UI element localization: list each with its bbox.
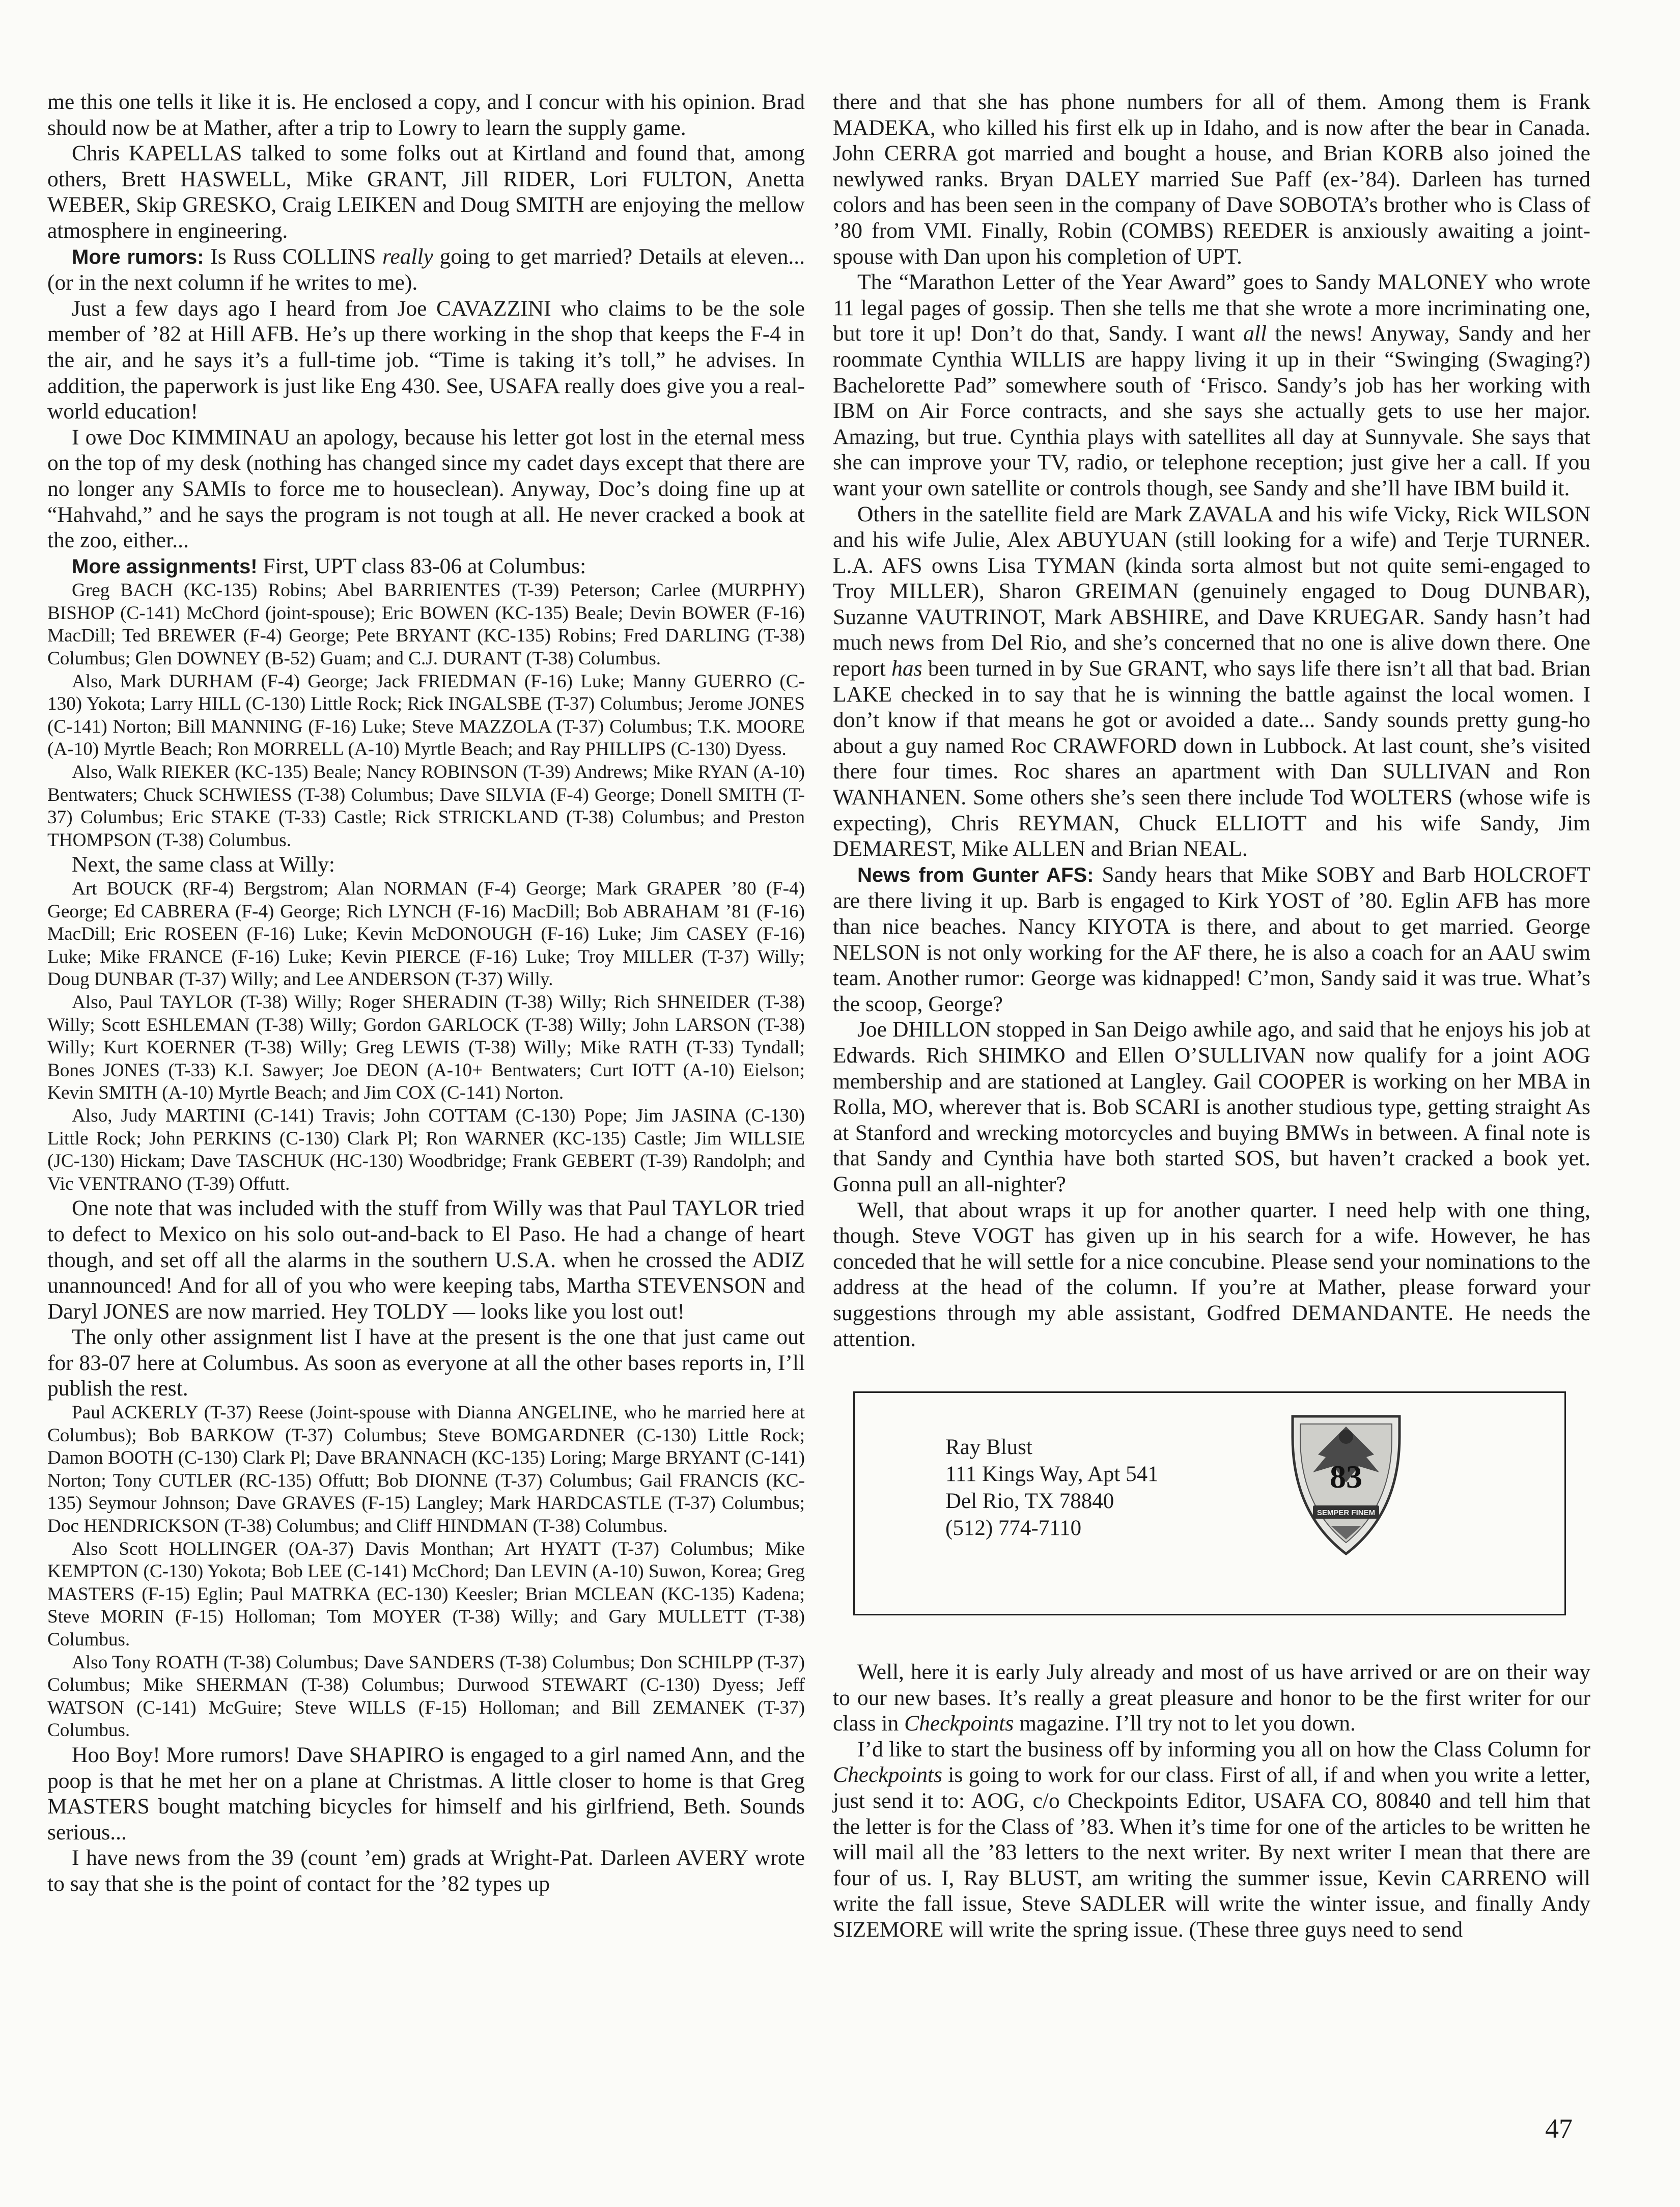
right-column <box>833 89 1590 1943</box>
crest-motto: SEMPER FINEM <box>1317 1508 1376 1518</box>
writer-name: Ray Blust <box>945 1435 1032 1460</box>
text-run: The “Marathon Letter of the Year Award” goes to Sandy MALONEY who wrote 11 legal pages of gossip. Then she tells me that she wrote a more incriminating one, but tore it up! Don’t do that, Sandy. I want <box>833 270 1590 346</box>
paragraph <box>833 501 1590 862</box>
address-block <box>945 1434 1159 1542</box>
emphasis: Checkpoints <box>904 1711 1014 1736</box>
paragraph <box>47 244 805 296</box>
text-run: Well, here it is early July already and most of us have arrived or are on their way to our new bases. It’s really a great pleasure and honor to be the first writer for our class in <box>833 1660 1590 1736</box>
paragraph <box>833 1659 1590 1737</box>
class-writer-address-box <box>853 1391 1566 1615</box>
paragraph <box>833 269 1590 501</box>
text-run: is going to work for our class. First of all, if and when you write a letter, just send it to: AOG, c/o Checkpoints Editor, USAFA CO, 80840 and tell him that the letter is for the Class of ’83. When it’s time for one of the articles to be written he will mail all the ’83 letters to the next writer. By next writer I mean that there are four of us. I, Ray BLUST, am writing the summer issue, Kevin CARRENO will write the fall issue, Steve SADLER will write the winter issue, and finally Andy SIZEMORE will write the spring issue. (These three guys need to send <box>833 1763 1590 1942</box>
text-run: been turned in by Sue GRANT, who says life there isn’t all that bad. Brian LAKE checked in to say that he is winning the battle against the local women. I don’t know if that means he got or avoided a date... Sandy sounds pretty gung-ho about a guy named Roc CRAWFORD down in Lubbock. At last count, she’s visited there four times. Roc shares an apartment with Dan SULLIVAN and Ron WANHANEN. Some others she’s seen there include Tod WOLTERS (whose wife is expecting), Chris REYMAN, Chuck ELLIOTT and his wife Sandy, Jim DEMAREST, Mike ALLEN and Brian NEAL. <box>833 656 1590 861</box>
text-run: First, UPT class 83-06 at Columbus: <box>257 553 586 578</box>
text-run: magazine. I’ll try not to let you down. <box>1014 1711 1356 1736</box>
paragraph: I owe Doc KIMMINAU an apology, because his letter got lost in the eternal mess on the top of my desk (nothing has changed since my cadet days except that there are no longer any SAMIs to force me to houseclean). Anyway, Doc’s doing fine up at “Hahvahd,” and he says the program is not tough at all. He never cracked a book at the zoo, either... <box>47 425 805 553</box>
street-address: 111 Kings Way, Apt 541 <box>945 1462 1159 1487</box>
paragraph: The only other assignment list I have at the present is the one that just came out for 83-07 here at Columbus. As soon as everyone at all the other bases reports in, I’ll publish the rest. <box>47 1325 805 1401</box>
paragraph: Just a few days ago I heard from Joe CAVAZZINI who claims to be the sole member of ’82 at Hill AFB. He’s up there working in the shop that keeps the F-4 in the air, and he says it’s a full-time job. “Time is taking it’s toll,” he advises. In addition, the paperwork is just like Eng 430. See, USAFA really does give you a real-world education! <box>47 296 805 424</box>
emphasis: all <box>1243 321 1267 346</box>
paragraph: me this one tells it like it is. He enclosed a copy, and I concur with his opinion. Brad should now be at Mather, after a trip to Lowry to learn the supply game. <box>47 90 805 140</box>
assignment-list: Also, Paul TAYLOR (T-38) Willy; Roger SHERADIN (T-38) Willy; Rich SHNEIDER (T-38) Willy; Scott ESHLEMAN (T-38) Willy; Gordon GARLOCK (T-38) Willy; John LARSON (T-38) Willy; Kurt KOERNER (T-38) Willy; Greg LEWIS (T-38) Willy; Mike RATH (T-33) Tyndall; Bones JONES (T-33) K.I. Sawyer; Joe DEON (A-10+ Bentwaters; Curt IOTT (A-10) Eielson; Kevin SMITH (A-10) Myrtle Beach; and Jim COX (C-141) Norton. <box>47 991 805 1104</box>
assignment-list: Also, Judy MARTINI (C-141) Travis; John COTTAM (C-130) Pope; Jim JASINA (C-130) Little Rock; John PERKINS (C-130) Clark Pl; Ron WARNER (KC-135) Castle; Jim WILLSIE (JC-130) Hickam; Dave TASCHUK (HC-130) Woodbridge; Frank GEBERT (T-39) Randolph; and Vic VENTRANO (T-39) Offutt. <box>47 1105 805 1194</box>
paragraph: Well, that about wraps it up for another quarter. I need help with one thing, though. Steve VOGT has given up in his search for a wife. However, he has conceded that he will settle for a nice concubine. Please send your nominations to the address at the head of the column. If you’re at Mather, please forward your suggestions through my able assistant, Godfred DEMANDANTE. He needs the attention. <box>833 1197 1590 1351</box>
assignment-list: Art BOUCK (RF-4) Bergstrom; Alan NORMAN (F-4) George; Mark GRAPER ’80 (F-4) George; Ed CABRERA (F-4) George; Rich LYNCH (F-16) MacDill; Bob ABRAHAM ’81 (F-16) MacDill; Eric ROSEEN (F-16) Luke; Kevin McDONOUGH (F-16) Luke; Jim CASEY (F-16) Luke; Mike FRANCE (F-16) Luke; Kevin PIERCE (F-16) Luke; Troy MILLER (T-37) Willy; Doug DUNBAR (T-37) Willy; and Lee ANDERSON (T-37) Willy. <box>47 878 805 990</box>
paragraph: Next, the same class at Willy: <box>72 852 335 877</box>
assignment-list: Paul ACKERLY (T-37) Reese (Joint-spouse with Dianna ANGELINE, who he married here at Columbus); Bob BARKOW (T-37) Columbus; Steve BOMGARDNER (C-130) Little Rock; Damon BOOTH (C-130) Clark Pl; Dave BRANNACH (KC-135) Loring; Marge BRYANT (C-141) Norton; Tony CUTLER (RC-135) Offutt; Bob DIONNE (T-37) Columbus; Gail FRANCIS (KC-135) Seymour Johnson; Dave GRAVES (F-15) Langley; Mark HARDCASTLE (T-37) Columbus; Doc HENDRICKSON (T-38) Columbus; and Cliff HINDMAN (T-38) Columbus. <box>47 1402 805 1537</box>
paragraph: I have news from the 39 (count ’em) grads at Wright-Pat. Darleen AVERY wrote to say that she is the point of contact for the ’82 types up <box>47 1846 805 1896</box>
paragraph: Hoo Boy! More rumors! Dave SHAPIRO is engaged to a girl named Ann, and the poop is that he met her on a plane at Christmas. A little closer to home is that Greg MASTERS bought matching bicycles for himself and his girlfriend, Beth. Sounds serious... <box>47 1742 805 1845</box>
paragraph <box>833 1737 1590 1943</box>
assignment-list: Also, Walk RIEKER (KC-135) Beale; Nancy ROBINSON (T-39) Andrews; Mike RYAN (A-10) Bentwaters; Chuck SCHWIESS (T-38) Columbus; Dave SILVIA (F-4) George; Donell SMITH (T-37) Columbus; Eric STAKE (T-33) Castle; Rick STRICKLAND (T-38) Columbus; and Preston THOMPSON (T-38) Columbus. <box>47 762 805 851</box>
paragraph: there and that she has phone numbers for all of them. Among them is Frank MADEKA, who killed his first elk up in Idaho, and is now after the bear in Canada. John CERRA got married and bought a house, and Brian KORB also joined the newlywed ranks. Bryan DALEY married Sue Paff (ex-’84). Darleen has turned colors and has been seen in the company of Dave SOBOTA’s brother who is Class of ’80 from VMI. Finally, Robin (COMBS) REEDER is anxiously awaiting a joint-spouse with Dan upon his completion of UPT. <box>833 90 1590 269</box>
phone-number: (512) 774-7110 <box>945 1516 1082 1541</box>
city-state-zip: Del Rio, TX 78840 <box>945 1489 1114 1514</box>
page-number: 47 <box>1545 2113 1573 2144</box>
paragraph <box>47 553 805 580</box>
emphasis: really <box>382 244 433 269</box>
lead-in: More rumors: <box>72 245 204 268</box>
emphasis: Checkpoints <box>833 1763 943 1787</box>
assignment-list: Greg BACH (KC-135) Robins; Abel BARRIENTES (T-39) Peterson; Carlee (MURPHY) BISHOP (C-141) McChord (joint-spouse); Eric BOWEN (KC-135) Beale; Devin BOWER (F-16) MacDill; Ted BREWER (F-4) George; Pete BRYANT (KC-135) Robins; Fred DARLING (T-38) Columbus; Glen DOWNEY (B-52) Guam; and C.J. DURANT (T-38) Columbus. <box>47 580 805 669</box>
left-column <box>47 89 805 1897</box>
assignment-list: Also, Mark DURHAM (F-4) George; Jack FRIEDMAN (F-16) Luke; Manny GUERRO (C-130) Yokota; Larry HILL (C-130) Little Rock; Rick INGALSBE (T-37) Columbus; Jerome JONES (C-141) Norton; Bill MANNING (F-16) Luke; Steve MAZZOLA (T-37) Columbus; T.K. MOORE (A-10) Myrtle Beach; Ron MORRELL (A-10) Myrtle Beach; and Ray PHILLIPS (C-130) Dyess. <box>47 671 805 760</box>
lead-in: More assignments! <box>72 555 258 578</box>
paragraph <box>833 862 1590 1017</box>
text-run: I’d like to start the business off by informing you all on how the Class Column for <box>857 1737 1590 1762</box>
class-crest-icon <box>1282 1406 1410 1559</box>
paragraph: One note that was included with the stuff from Willy was that Paul TAYLOR tried to defect to Mexico on his solo out-and-back to El Paso. He had a change of heart though, and set off all the alarms in the southern U.S.A. when he crossed the ADIZ unannounced! And for all of you who were keeping tabs, Martha STEVENSON and Daryl JONES are now married. Hey TOLDY — looks like you lost out! <box>47 1196 805 1324</box>
text-run: Sandy hears that Mike SOBY and Barb HOLCROFT are there living it up. Barb is engaged to Kirk YOST of ’80. Eglin AFB has more than nice beaches. Nancy KIYOTA is there, and about to get married. George NELSON is not only working for the AF there, he is also a coach for an AAU swim team. Another rumor: George was kidnapped! C’mon, Sandy said it was true. What’s the scoop, George? <box>833 862 1590 1016</box>
assignment-list: Also Tony ROATH (T-38) Columbus; Dave SANDERS (T-38) Columbus; Don SCHILPP (T-37) Columbus; Mike SHERMAN (T-38) Columbus; Durwood STEWART (C-130) Dyess; Jeff WATSON (C-141) McGuire; Steve WILLS (F-15) Holloman; and Bill ZEMANEK (T-37) Columbus. <box>47 1652 805 1741</box>
lead-in: News from Gunter AFS: <box>857 863 1094 886</box>
text-run: Is Russ COLLINS <box>204 244 383 269</box>
paragraph: Joe DHILLON stopped in San Deigo awhile ago, and said that he enjoys his job at Edwards. Rich SHIMKO and Ellen O’SULLIVAN now qualify for a joint AOG membership and are stationed at Langley. Gail COOPER is working on her MBA in Rolla, MO, wherever that is. Bob SCARI is another studious type, getting straight As at Stanford and wrecking motorcycles and buying BMWs in between. A final note is that Sandy and Cynthia have both started SOS, but haven’t cracked a book yet. Gonna pull an all-nighter? <box>833 1017 1590 1196</box>
paragraph: Chris KAPELLAS talked to some folks out at Kirtland and found that, among others, Brett HASWELL, Mike GRANT, Jill RIDER, Lori FULTON, Anetta WEBER, Skip GRESKO, Craig LEIKEN and Doug SMITH are enjoying the mellow atmosphere in engineering. <box>47 141 805 243</box>
emphasis: has <box>891 656 922 681</box>
text-run: Others in the satellite field are Mark ZAVALA and his wife Vicky, Rick WILSON and his wife Julie, Alex ABUYUAN (still looking for a wife) and Terje TURNER. L.A. AFS owns Lisa TYMAN (kinda sorta almost but not quite semi-engaged to Troy MILLER), Sharon GREIMAN (genuinely engaged to Doug DUNBAR), Suzanne VAUTRINOT, Mark ABSHIRE, and Dave KRUEGAR. Sandy hasn’t had much news from Del Rio, and she’s concerned that no one is alive down there. One report <box>833 501 1590 681</box>
crest-class-number: 83 <box>1330 1459 1362 1495</box>
assignment-list: Also Scott HOLLINGER (OA-37) Davis Monthan; Art HYATT (T-37) Columbus; Mike KEMPTON (C-130) Yokota; Bob LEE (C-141) McChord; Dan LEVIN (A-10) Suwon, Korea; Greg MASTERS (F-15) Eglin; Paul MATRKA (EC-130) Keesler; Brian MCLEAN (KC-135) Kadena; Steve MORIN (F-15) Holloman; Tom MOYER (T-38) Willy; and Gary MULLETT (T-38) Columbus. <box>47 1538 805 1650</box>
text-run: the news! Anyway, Sandy and her roommate Cynthia WILLIS are happy living it up in their “Swinging (Swaging?) Bachelorette Pad” somewhere south of ‘Frisco. Sandy’s job has her working with IBM on Air Force contracts, and she says she actually gets to use her major. Amazing, but true. Cynthia plays with satellites all day at Sunnyvale. She says that she can improve your TV, radio, or telephone reception; just give her a call. If you want your own satellite or controls though, see Sandy and she’ll have IBM build it. <box>833 321 1590 500</box>
text-run: going to get married? Details at eleven... (or in the next column if he writes to me). <box>47 244 805 295</box>
